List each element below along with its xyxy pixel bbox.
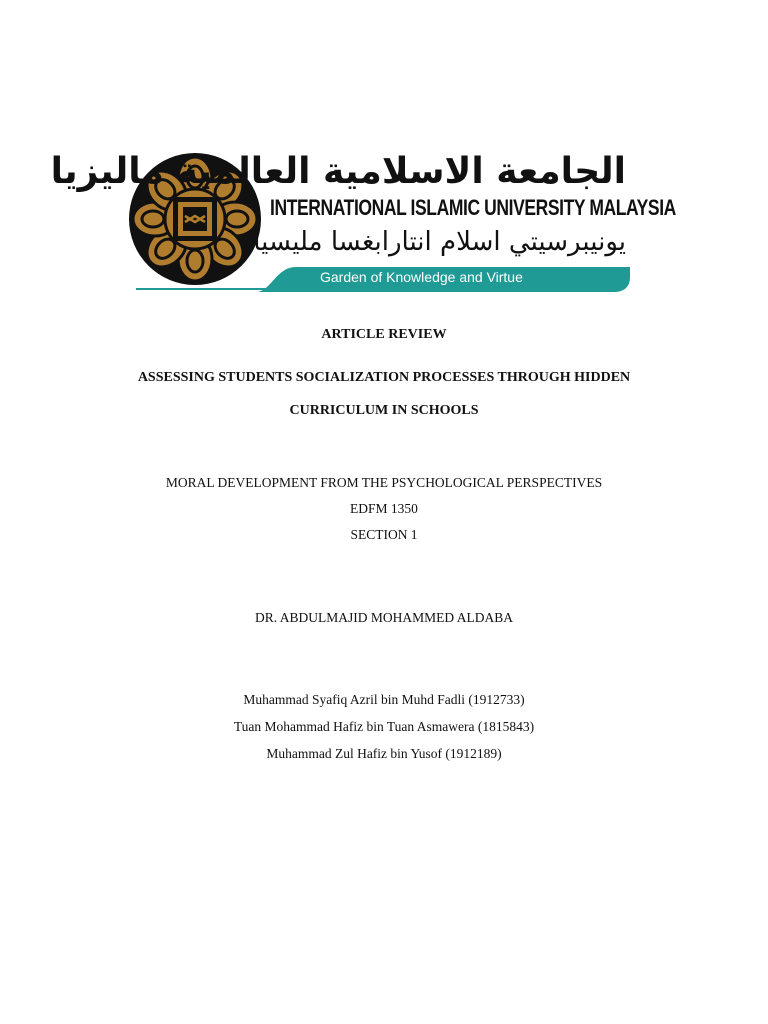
course-section: SECTION 1	[350, 527, 418, 542]
course-name: MORAL DEVELOPMENT FROM THE PSYCHOLOGICAL PERSPECTIVES	[165, 475, 603, 490]
university-tagline: Garden of Knowledge and Virtue	[320, 269, 523, 285]
university-name: INTERNATIONAL ISLAMIC UNIVERSITY MALAYSIA	[270, 195, 676, 220]
author-item: Muhammad Zul Hafiz bin Yusof (1912189)	[266, 746, 502, 761]
jawi-university-name: يونيبرسيتي اسلام انتارابغسا مليسيا	[253, 227, 626, 257]
course-code: EDFM 1350	[350, 501, 418, 516]
lecturer-name: DR. ABDULMAJID MOHAMMED ALDABA	[254, 610, 514, 625]
document-heading: ARTICLE REVIEW	[321, 327, 447, 342]
article-title-line-2: CURRICULUM IN SCHOOLS	[289, 403, 479, 418]
author-item: Muhammad Syafiq Azril bin Muhd Fadli (1912733)	[243, 692, 525, 707]
arabic-university-name: الجامعة الاسلامية العالمية ماليزيا	[50, 151, 626, 192]
article-title-line-1: ASSESSING STUDENTS SOCIALIZATION PROCESSES THROUGH HIDDEN	[137, 370, 631, 385]
university-logo	[50, 150, 676, 292]
author-item: Tuan Mohammad Hafiz bin Tuan Asmawera (1815843)	[233, 719, 535, 734]
